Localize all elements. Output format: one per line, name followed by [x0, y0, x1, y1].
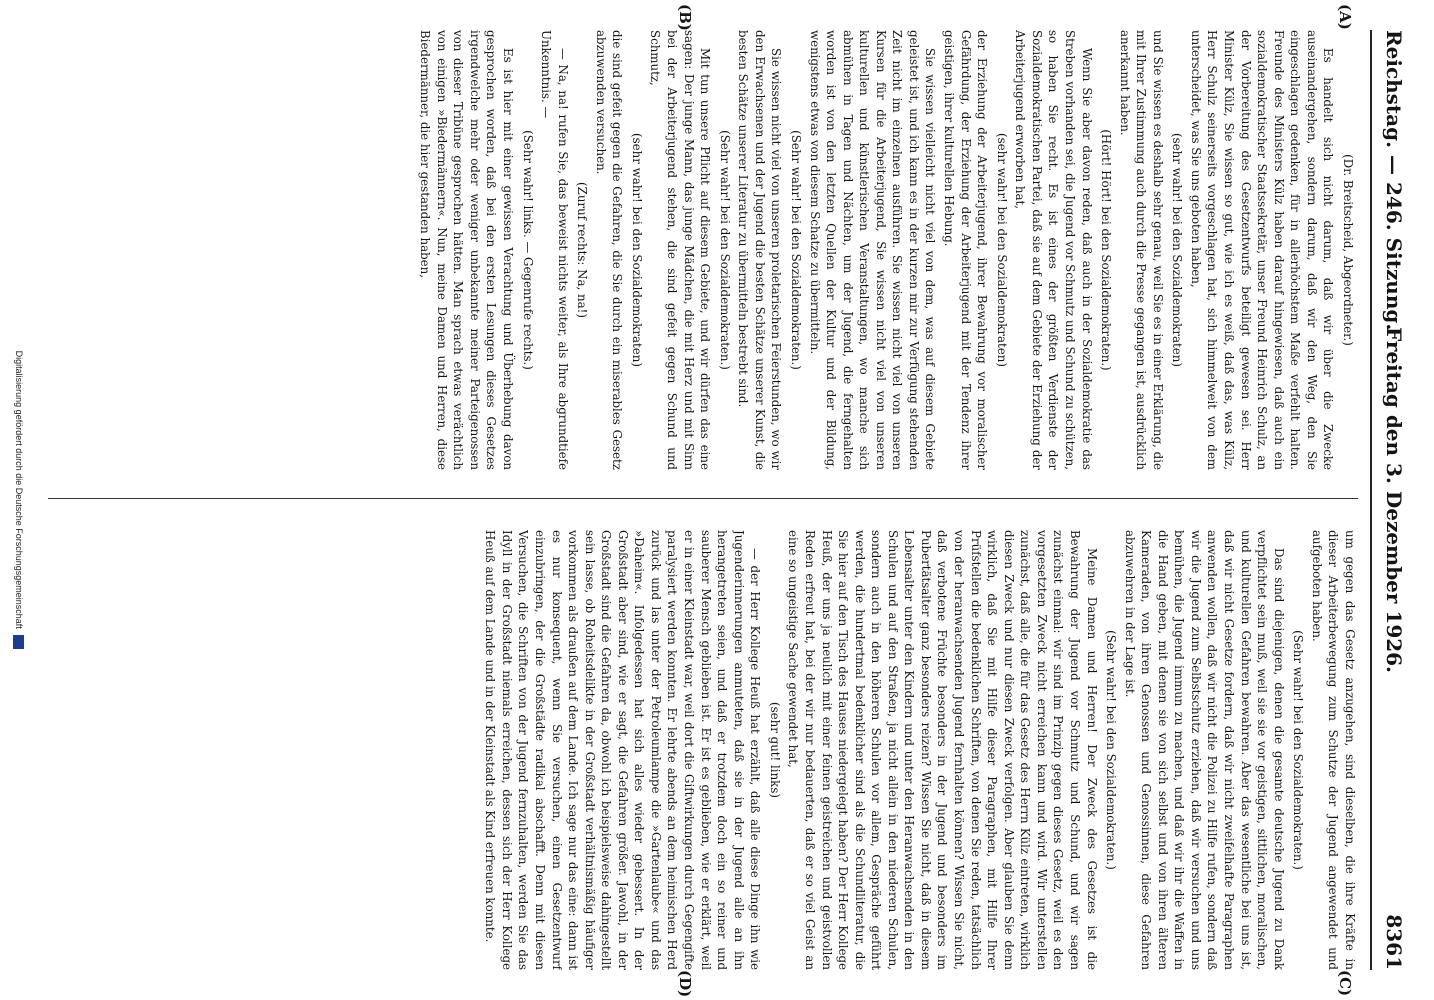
- paragraph: um gegen das Gesetz anzugehen, sind dieselben, die ihre Kräfte in dieser Arbeiterbewegung zum Schutze der Jugend angewendet und aufgeboten haben.: [1309, 530, 1357, 970]
- column-divider: [48, 498, 1358, 499]
- paragraph: Mit tun unsere Pflicht auf diesem Gebiete, und wir dürfen das eine sagen: Der junge Mann, das junge Mädchen, die mit Herz und mit Sinn bei der Arbeiterjugend stehen, die sind gefeit gegen Schund und Schmutz,: [648, 30, 713, 470]
- paragraph: Meine Damen und Herren! Der Zweck des Gesetzes ist die Bewahrung der Jugend vor Schmutz und Schund, und wir sagen zunächst einmal: wir sind im Prinzip gegen dieses Gesetz, weil es den vorgesetzten Zweck nicht erreichen kann und wird. Wir unterstellen zunächst, daß alle, die für das Gesetz des Herrn Külz eintreten, wirklich diesen Zweck und nur diesen Zweck verfolgen. Aber glauben Sie denn wirklich, daß Sie mit Hilfe dieser Paragraphen, mit Hilfe Ihrer Prüfstellen die bedenklichen Schriften, von denen Sie reden, tatsächlich von der heranwachsenden Jugend fernhalten können? Wissen Sie nicht, daß verbotene Früchte besonders in der Jugend und besonders im Pubertätsalter ganz besonders reizen? Wissen Sie nicht, daß in diesem Lebensalter unter den Kindern und unter den Heranwachsenden in den Schulen und auf den Straßen, ja nicht allein in den niederen Schulen, sondern auch in den höheren Schulen vor allem, Gespräche geführt werden, die hundertmal bedenklicher sind als die Schundliteratur, die Sie hier auf den Tisch des Hauses niedergelegt haben? Der Herr Kollege Heuß, der uns ja neulich mit einer feinen geistreichen und geistvollen Reden erfreut hat, bei der wir nur bedauerten, daß er so viel Geist an eine so ungeistige Sache gewendet hat,: [786, 530, 1099, 970]
- page-header: [1370, 30, 1412, 970]
- remark: (sehr wahr! bei den Sozialdemokraten): [629, 133, 644, 367]
- right-column: [38, 530, 1358, 970]
- remark: (Sehr wahr! bei den Sozialdemokraten.): [1104, 630, 1119, 870]
- paragraph: die sind gefeit gegen die Gefahren, die Sie durch ein miserables Gesetz abzuwenden versuchen.: [593, 30, 625, 470]
- remark: (Sehr wahr! bei den Sozialdemokraten.): [1291, 630, 1306, 870]
- remark: (sehr wahr! bei den Sozialdemokraten): [994, 133, 1009, 367]
- digitization-note: [13, 0, 24, 1000]
- margin-mark-a: (A): [1336, 4, 1354, 30]
- remark: (Sehr wahr! links. — Gegenrufe rechts.): [520, 130, 535, 370]
- margin-mark-d: (D): [676, 970, 694, 998]
- paragraph: Es handelt sich nicht darum, daß wir über die Zwecke auseinandergehen, sondern darum, daß wir den Weg, den Sie eingeschlagen gedenken, für in allerhöchstem Maße verfehlt halten. Freunde des Ministers Külz haben darauf hingewiesen, daß auch ein sozialdemokratischer Staatssekretär, unser Freund Heinrich Schulz, an der Vorbereitung des Gesetzentwurfs beteiligt gewesen sei. Herr Minister Külz, Sie wissen so gut, wie ich es weiß, daß das, was Külz, Herr Schulz seinerseits vorgeschlagen hat, sich himmelweit von dem unterscheidet, was Sie uns geboten haben,: [1188, 30, 1336, 470]
- margin-mark-b: (B): [676, 4, 694, 31]
- remark: (sehr gut! links): [767, 702, 782, 798]
- paragraph: der Erziehung der Arbeiterjugend, ihrer Bewahrung vor moralischer Gefährdung, der Erziehung der Arbeiterjugend mit der Tendenz ihrer geistigen, ihrer kulturellen Hebung.: [942, 30, 990, 470]
- remark: (Hört! Hört! bei den Sozialdemokraten.): [1099, 129, 1114, 371]
- remark: (sehr wahr! bei den Sozialdemokraten): [1170, 133, 1185, 367]
- paragraph: — Na, na! rufen Sie, das beweist nichts weiter, als Ihre abgrundtiefe Unkenntnis. —: [539, 30, 570, 470]
- margin-mark-c: (C): [1336, 970, 1354, 997]
- funding-note: Digitalisierung gefördert durch die Deutsche Forschungsgemeinschaft: [14, 350, 24, 629]
- header-session: Reichstag. — 246. Sitzung.: [1382, 30, 1406, 331]
- header-date: Freitag den 3. Dezember 1926.: [1382, 326, 1406, 674]
- paragraph: Sie wissen vielleicht nicht viel von dem, was auf diesem Gebiete geleistet ist, und ich kann es in der kurzen mir zur Verfügung stehenden Zeit nicht im einzelnen ausführen. Sie wissen nicht viel von unseren Kursen für die Arbeiterjugend, Sie wissen nicht viel von unseren kulturellen und künstlerischen Veranstaltungen, wo manche sich abmühen in Tagen und Nächten, um der Jugend, die ferngehalten worden ist von den letzten Quellen der Kultur und der Bildung, wenigstens etwas von diesem Schatze zu übermitteln.: [807, 30, 938, 470]
- speaker-line: (Dr. Breitscheid, Abgeordneter.): [1341, 154, 1355, 346]
- page-number: 8361: [1382, 914, 1406, 970]
- paragraph: und Sie wissen es deshalb sehr genau, weil Sie es in einer Erklärung, die mit Ihrer Zustimmung auch durch die Presse gegangen ist, ausdrücklich anerkannt haben.: [1117, 30, 1165, 470]
- left-column: [38, 30, 1358, 470]
- paragraph: Wenn Sie aber davon reden, daß auch in der Sozialdemokratie das Streben vorhanden sei, die Jugend vor Schmutz und Schund zu schützen, so haben Sie recht. Es ist eines der größten Verdienste der Sozialdemokratischen Partei, daß sie auf dem Gebiete der Erziehung der Arbeiterjugend erworben hat,: [1013, 30, 1094, 470]
- paragraph: Es ist hier mit einer gewissen Verachtung und Überhebung davon gesprochen worden, daß bei den ersten Lesungen dieses Gesetzes irgendwelche mehr oder weniger unbekannte meiner Parteigenossen von dieser Tribüne gesprochen hätten. Man sprach etwas verächtlich von einigen »Biedermännern«. Nun, meine Damen und Herren, diese Biedermänner, die hier gestanden haben,: [418, 30, 515, 470]
- remark: (Sehr wahr! bei den Sozialdemokraten.): [717, 130, 732, 370]
- paragraph: Das sind diejenigen, denen die gesamte deutsche Jugend zu Dank verpflichtet sein muß, weil sie sie vor geistigen, sittlichen, moralischen, und kulturellen Gefahren bewahren. Aber das wesentliche bei uns ist, daß wir nicht Gesetze fordern, daß wir nicht zweifelhafte Paragraphen anwenden wollen, daß wir nicht die Polizei zu Hilfe rufen, sondern daß wir die Jugend zum Selbstschutz erziehen, daß wir versuchen und uns bemühen, die Jugend immun zu machen, und daß wir ihr die Waffen in die Hand geben, mit denen sie von sich selbst und von ihren älteren Kameraden, von ihren Genossen und Genossinnen, diese Gefahren abzuwehren in der Lage ist.: [1122, 530, 1286, 970]
- paragraph: — der Herr Kollege Heuß hat erzählt, daß alle diese Dinge ihn wie Jugenderinnerungen anmuteten, daß sie in der Jugend alle an ihn herangetreten seien, und daß er trotzdem doch ein so reiner und sauberer Mensch geblieben ist. Er ist es geblieben, wie er erklärt, weil er in einer Kleinstadt war, weil dort die Giftwirkungen durch Gegengifte paralysiert werden konnten. Er lehrte abends an dem heimischen Herd zurück und las unter der Petroleumlampe die »Gartenlaube« und das »Daheim«. Infolgedessen hat sich alles wieder gebessert. In der Großstadt aber sind, wie er sagt, die Gefahren größer. Jawohl, in der Großstadt sind die Gefahren da, obwohl ich beispielsweise dahingestellt sein lasse, ob Roheitsdelikte in der Großstadt verhältnismäßig häufiger vorkommen als draußen auf dem Lande. Ich sage nur das eine: dann ist es nur konsequent, wenn Sie versuchen, einen Gesetzentwurf einzubringen, der die Großstädte radikal abschafft. Denn mit diesen Versuchen, die Schriften von der Jugend fernzuhalten, werden Sie das Idyll in der Großstadt niemals erreichen, dessen sich der Herr Kollege Heuß auf dem Lande und in der Kleinstadt als Kind erfreuen konnte.: [483, 530, 763, 970]
- remark: (Sehr wahr! bei den Sozialdemokraten.): [789, 130, 803, 370]
- paragraph: Sie wissen nicht viel von unseren proletarischen Feierstunden, wo wir den Erwachsenen und der Jugend die besten Schätze unserer Kunst, die besten Schätze unserer Literatur zu übermitteln bestrebt sind.: [736, 30, 784, 470]
- dfg-logo: [13, 635, 24, 649]
- remark: (Zuruf rechts: Na, na!): [575, 182, 590, 318]
